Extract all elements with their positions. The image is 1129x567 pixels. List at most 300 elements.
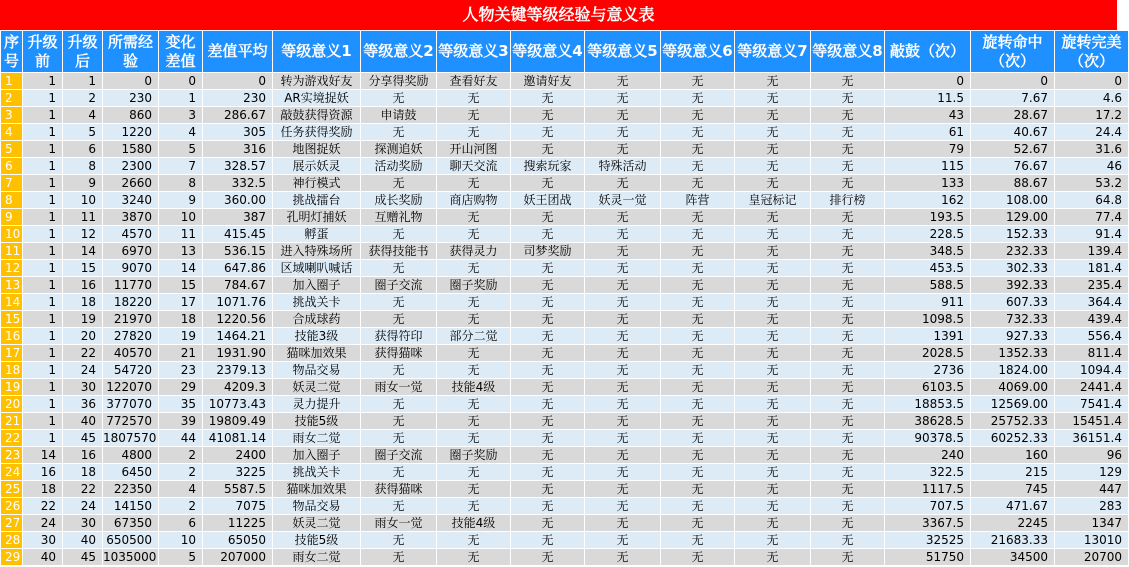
table-cell[interactable]: 无 [811,158,885,175]
table-cell[interactable]: 无 [661,158,735,175]
table-cell[interactable]: 36151.4 [1055,430,1129,447]
table-cell[interactable]: 无 [361,362,437,379]
table-cell[interactable]: 0 [885,73,971,90]
table-cell[interactable]: 无 [661,73,735,90]
row-number[interactable]: 5 [1,141,23,158]
table-cell[interactable]: 1 [23,311,63,328]
table-cell[interactable]: 无 [811,515,885,532]
table-cell[interactable]: 8 [159,175,203,192]
column-header[interactable]: 等级意义6 [661,31,735,73]
column-header[interactable]: 所需经验 [103,31,159,73]
row-number[interactable]: 29 [1,549,23,566]
row-number[interactable]: 8 [1,192,23,209]
table-cell[interactable]: 无 [585,73,661,90]
table-cell[interactable]: 20700 [1055,549,1129,566]
table-cell[interactable]: 无 [735,549,811,566]
table-cell[interactable]: 无 [585,311,661,328]
table-cell[interactable]: 挑战关卡 [273,294,361,311]
table-cell[interactable]: 24 [63,362,103,379]
table-cell[interactable]: 无 [811,396,885,413]
table-cell[interactable]: 无 [511,107,585,124]
table-cell[interactable]: 无 [511,90,585,107]
table-cell[interactable]: 无 [585,226,661,243]
table-cell[interactable]: 无 [511,141,585,158]
table-cell[interactable]: 15451.4 [1055,413,1129,430]
table-cell[interactable]: 无 [361,294,437,311]
row-number[interactable]: 22 [1,430,23,447]
table-cell[interactable]: 286.67 [203,107,273,124]
table-cell[interactable]: 阵营 [661,192,735,209]
table-cell[interactable]: 348.5 [885,243,971,260]
table-cell[interactable]: 无 [585,498,661,515]
table-cell[interactable]: 邀请好友 [511,73,585,90]
table-cell[interactable]: 无 [511,175,585,192]
table-cell[interactable]: 4069.00 [971,379,1055,396]
table-cell[interactable]: 分享得奖励 [361,73,437,90]
column-header[interactable]: 等级意义5 [585,31,661,73]
table-cell[interactable]: 162 [885,192,971,209]
table-cell[interactable]: 316 [203,141,273,158]
row-number[interactable]: 17 [1,345,23,362]
column-header[interactable]: 等级意义4 [511,31,585,73]
table-cell[interactable]: 无 [811,226,885,243]
table-cell[interactable]: 2 [159,464,203,481]
table-cell[interactable]: 无 [511,481,585,498]
table-cell[interactable]: 44 [159,430,203,447]
table-cell[interactable]: 无 [661,260,735,277]
table-cell[interactable]: 无 [511,328,585,345]
table-cell[interactable]: 16 [23,464,63,481]
table-cell[interactable]: 无 [661,413,735,430]
table-cell[interactable]: 4 [63,107,103,124]
table-cell[interactable]: 18853.5 [885,396,971,413]
table-cell[interactable]: 1 [23,396,63,413]
table-cell[interactable]: 2 [63,90,103,107]
table-cell[interactable]: 40.67 [971,124,1055,141]
table-cell[interactable]: 转为游戏好友 [273,73,361,90]
table-cell[interactable]: 7 [159,158,203,175]
table-cell[interactable]: 230 [103,90,159,107]
table-cell[interactable]: 911 [885,294,971,311]
table-cell[interactable]: 查看好友 [437,73,511,90]
table-cell[interactable]: 88.67 [971,175,1055,192]
table-cell[interactable]: 3 [159,107,203,124]
table-cell[interactable]: 无 [735,345,811,362]
table-cell[interactable]: 10 [63,192,103,209]
table-cell[interactable]: 1117.5 [885,481,971,498]
table-cell[interactable]: 无 [735,277,811,294]
table-cell[interactable]: 获得猫咪 [361,345,437,362]
table-cell[interactable]: 14 [159,260,203,277]
table-cell[interactable]: 536.15 [203,243,273,260]
table-cell[interactable]: 364.4 [1055,294,1129,311]
table-cell[interactable]: 6 [63,141,103,158]
table-cell[interactable]: 1 [23,430,63,447]
table-cell[interactable]: 240 [885,447,971,464]
table-cell[interactable]: 无 [361,260,437,277]
table-cell[interactable]: 猫咪加效果 [273,345,361,362]
table-cell[interactable]: 开山河图 [437,141,511,158]
table-cell[interactable]: 无 [661,209,735,226]
table-cell[interactable]: 无 [811,447,885,464]
table-cell[interactable]: 无 [811,532,885,549]
table-cell[interactable]: 11225 [203,515,273,532]
table-cell[interactable]: 3367.5 [885,515,971,532]
table-cell[interactable]: 283 [1055,498,1129,515]
table-cell[interactable]: 无 [511,464,585,481]
table-cell[interactable]: 无 [585,277,661,294]
table-cell[interactable]: 无 [661,430,735,447]
table-cell[interactable]: 13010 [1055,532,1129,549]
table-cell[interactable]: 1 [23,294,63,311]
table-cell[interactable]: 7075 [203,498,273,515]
table-cell[interactable]: 77.4 [1055,209,1129,226]
table-cell[interactable]: 司梦奖励 [511,243,585,260]
table-cell[interactable]: 96 [1055,447,1129,464]
table-cell[interactable]: 41081.14 [203,430,273,447]
table-cell[interactable]: 2 [159,447,203,464]
column-header[interactable]: 变化差值 [159,31,203,73]
table-cell[interactable]: 获得灵力 [437,243,511,260]
table-cell[interactable]: 18 [159,311,203,328]
table-cell[interactable]: 1 [23,90,63,107]
table-cell[interactable]: 1807570 [103,430,159,447]
table-cell[interactable]: 22 [63,481,103,498]
table-cell[interactable]: 7.67 [971,90,1055,107]
table-cell[interactable]: 无 [585,260,661,277]
table-cell[interactable]: 加入圈子 [273,277,361,294]
table-cell[interactable]: 无 [585,141,661,158]
table-cell[interactable]: 皇冠标记 [735,192,811,209]
table-cell[interactable]: 52.67 [971,141,1055,158]
table-cell[interactable]: 2028.5 [885,345,971,362]
table-cell[interactable]: 11.5 [885,90,971,107]
table-cell[interactable]: 305 [203,124,273,141]
table-cell[interactable]: 30 [63,379,103,396]
table-cell[interactable]: 地图捉妖 [273,141,361,158]
table-cell[interactable]: 物品交易 [273,362,361,379]
table-cell[interactable]: 129.00 [971,209,1055,226]
table-cell[interactable]: 申请鼓 [361,107,437,124]
table-cell[interactable]: 54720 [103,362,159,379]
table-cell[interactable]: 1931.90 [203,345,273,362]
table-cell[interactable]: 232.33 [971,243,1055,260]
column-header[interactable]: 序号 [1,31,23,73]
table-cell[interactable]: 2736 [885,362,971,379]
table-cell[interactable]: 9 [159,192,203,209]
table-cell[interactable]: 4.6 [1055,90,1129,107]
table-cell[interactable]: 1464.21 [203,328,273,345]
table-cell[interactable]: 9 [63,175,103,192]
table-cell[interactable]: 1 [23,413,63,430]
table-cell[interactable]: 30 [23,532,63,549]
table-cell[interactable]: 1220 [103,124,159,141]
table-cell[interactable]: 无 [811,277,885,294]
table-cell[interactable]: 无 [661,328,735,345]
table-cell[interactable]: 19 [63,311,103,328]
table-cell[interactable]: 无 [661,226,735,243]
row-number[interactable]: 28 [1,532,23,549]
column-header[interactable]: 等级意义7 [735,31,811,73]
table-cell[interactable]: 46 [1055,158,1129,175]
table-cell[interactable]: 无 [811,481,885,498]
table-cell[interactable]: 1 [23,209,63,226]
table-cell[interactable]: 无 [511,379,585,396]
table-cell[interactable]: 无 [585,396,661,413]
table-cell[interactable]: 43 [885,107,971,124]
table-cell[interactable]: 76.67 [971,158,1055,175]
table-cell[interactable]: 无 [437,345,511,362]
table-cell[interactable]: 无 [811,311,885,328]
table-cell[interactable]: 3225 [203,464,273,481]
table-cell[interactable]: 无 [661,379,735,396]
row-number[interactable]: 23 [1,447,23,464]
table-cell[interactable]: 合成球药 [273,311,361,328]
table-cell[interactable]: 无 [437,549,511,566]
table-cell[interactable]: 1098.5 [885,311,971,328]
table-cell[interactable]: 11 [159,226,203,243]
table-cell[interactable]: 展示妖灵 [273,158,361,175]
table-cell[interactable]: 1 [23,345,63,362]
table-cell[interactable]: 4 [159,481,203,498]
table-cell[interactable]: 无 [735,226,811,243]
table-cell[interactable]: 加入圈子 [273,447,361,464]
table-cell[interactable]: 无 [661,107,735,124]
table-cell[interactable]: 5 [63,124,103,141]
table-cell[interactable]: 79 [885,141,971,158]
row-number[interactable]: 6 [1,158,23,175]
table-cell[interactable]: 无 [811,362,885,379]
table-cell[interactable]: 无 [735,107,811,124]
table-cell[interactable]: 无 [735,141,811,158]
table-cell[interactable]: 妖王团战 [511,192,585,209]
table-cell[interactable]: 45 [63,549,103,566]
table-cell[interactable]: 无 [511,515,585,532]
table-cell[interactable]: 无 [735,260,811,277]
table-cell[interactable]: 51750 [885,549,971,566]
table-cell[interactable]: 猫咪加效果 [273,481,361,498]
table-cell[interactable]: 18220 [103,294,159,311]
table-cell[interactable]: 无 [735,243,811,260]
table-cell[interactable]: 无 [437,311,511,328]
table-cell[interactable]: 挑战关卡 [273,464,361,481]
table-cell[interactable]: 784.67 [203,277,273,294]
table-cell[interactable]: 无 [437,226,511,243]
table-cell[interactable]: 无 [585,107,661,124]
table-cell[interactable]: 6970 [103,243,159,260]
table-cell[interactable]: 无 [661,447,735,464]
table-cell[interactable]: 无 [437,294,511,311]
table-cell[interactable]: 无 [361,413,437,430]
table-cell[interactable]: 6103.5 [885,379,971,396]
table-cell[interactable]: 2245 [971,515,1055,532]
table-cell[interactable]: 无 [661,141,735,158]
table-cell[interactable]: 无 [511,209,585,226]
table-cell[interactable]: 无 [361,464,437,481]
table-cell[interactable]: 40570 [103,345,159,362]
column-header[interactable]: 旋转完美（次） [1055,31,1129,73]
row-number[interactable]: 10 [1,226,23,243]
table-cell[interactable]: 聊天交流 [437,158,511,175]
table-cell[interactable]: 无 [437,90,511,107]
table-cell[interactable]: 1 [23,124,63,141]
row-number[interactable]: 24 [1,464,23,481]
table-cell[interactable]: 21970 [103,311,159,328]
table-cell[interactable]: 互赠礼物 [361,209,437,226]
table-cell[interactable]: 16 [63,277,103,294]
table-cell[interactable]: 无 [437,107,511,124]
table-cell[interactable]: 28.67 [971,107,1055,124]
table-cell[interactable]: 1 [159,90,203,107]
column-header[interactable]: 升级前 [23,31,63,73]
table-cell[interactable]: 392.33 [971,277,1055,294]
row-number[interactable]: 15 [1,311,23,328]
table-cell[interactable]: 无 [811,260,885,277]
table-cell[interactable]: 无 [437,532,511,549]
table-cell[interactable]: 5 [159,141,203,158]
table-cell[interactable]: 无 [361,175,437,192]
table-cell[interactable]: 447 [1055,481,1129,498]
table-cell[interactable]: 无 [811,294,885,311]
table-cell[interactable]: 40 [63,413,103,430]
table-cell[interactable]: 23 [159,362,203,379]
table-cell[interactable]: 322.5 [885,464,971,481]
table-cell[interactable]: 无 [511,498,585,515]
row-number[interactable]: 16 [1,328,23,345]
table-cell[interactable]: 1 [23,277,63,294]
table-cell[interactable]: 无 [735,430,811,447]
table-cell[interactable]: 3240 [103,192,159,209]
table-cell[interactable]: 无 [511,294,585,311]
table-cell[interactable]: 4209.3 [203,379,273,396]
table-cell[interactable]: 64.8 [1055,192,1129,209]
table-cell[interactable]: 无 [811,413,885,430]
table-cell[interactable]: 无 [511,226,585,243]
table-cell[interactable]: 无 [437,124,511,141]
table-cell[interactable]: 15 [159,277,203,294]
table-cell[interactable]: 0 [203,73,273,90]
table-cell[interactable]: 无 [661,498,735,515]
table-cell[interactable]: 24.4 [1055,124,1129,141]
row-number[interactable]: 20 [1,396,23,413]
table-cell[interactable]: 部分二觉 [437,328,511,345]
table-cell[interactable]: 1 [63,73,103,90]
table-cell[interactable]: 无 [811,379,885,396]
table-cell[interactable]: 无 [661,345,735,362]
table-cell[interactable]: 27820 [103,328,159,345]
table-cell[interactable]: 91.4 [1055,226,1129,243]
table-cell[interactable]: 4 [159,124,203,141]
table-cell[interactable]: 无 [361,90,437,107]
table-cell[interactable]: 圈子奖励 [437,277,511,294]
table-cell[interactable]: 1 [23,243,63,260]
table-cell[interactable]: 6450 [103,464,159,481]
table-cell[interactable]: 无 [811,73,885,90]
row-number[interactable]: 7 [1,175,23,192]
table-cell[interactable]: 160 [971,447,1055,464]
table-cell[interactable]: 无 [437,464,511,481]
table-cell[interactable]: 雨女一觉 [361,379,437,396]
table-cell[interactable]: 12569.00 [971,396,1055,413]
table-cell[interactable]: 16 [63,447,103,464]
table-cell[interactable]: 无 [585,379,661,396]
table-cell[interactable]: 无 [511,311,585,328]
table-cell[interactable]: 439.4 [1055,311,1129,328]
table-cell[interactable]: 雨女二觉 [273,430,361,447]
table-cell[interactable]: 无 [585,175,661,192]
table-cell[interactable]: 无 [437,362,511,379]
table-cell[interactable]: 无 [661,515,735,532]
row-number[interactable]: 19 [1,379,23,396]
table-cell[interactable]: 技能5级 [273,532,361,549]
table-cell[interactable]: 4800 [103,447,159,464]
table-cell[interactable]: 228.5 [885,226,971,243]
table-cell[interactable]: 7541.4 [1055,396,1129,413]
table-cell[interactable]: 无 [735,124,811,141]
table-cell[interactable]: 无 [811,175,885,192]
table-cell[interactable]: 无 [437,413,511,430]
table-cell[interactable]: 15 [63,260,103,277]
table-cell[interactable]: 无 [735,175,811,192]
table-cell[interactable]: 无 [811,464,885,481]
table-cell[interactable]: 敲鼓获得资源 [273,107,361,124]
column-header[interactable]: 升级后 [63,31,103,73]
table-cell[interactable]: 129 [1055,464,1129,481]
table-cell[interactable]: 无 [661,294,735,311]
table-cell[interactable]: 1 [23,175,63,192]
table-cell[interactable]: 10773.43 [203,396,273,413]
table-cell[interactable]: 无 [511,124,585,141]
table-cell[interactable]: 927.33 [971,328,1055,345]
table-cell[interactable]: 732.33 [971,311,1055,328]
table-cell[interactable]: 灵力提升 [273,396,361,413]
table-cell[interactable]: 18 [63,294,103,311]
table-cell[interactable]: 无 [735,379,811,396]
row-number[interactable]: 1 [1,73,23,90]
table-cell[interactable]: 1352.33 [971,345,1055,362]
table-cell[interactable]: 11 [63,209,103,226]
table-cell[interactable]: 无 [585,243,661,260]
table-cell[interactable]: 328.57 [203,158,273,175]
table-cell[interactable]: 物品交易 [273,498,361,515]
table-cell[interactable]: 332.5 [203,175,273,192]
table-cell[interactable]: 65050 [203,532,273,549]
table-cell[interactable]: 雨女二觉 [273,549,361,566]
column-header[interactable]: 旋转命中（次） [971,31,1055,73]
table-cell[interactable]: 无 [585,481,661,498]
row-number[interactable]: 21 [1,413,23,430]
table-cell[interactable]: 无 [585,515,661,532]
table-cell[interactable]: 17 [159,294,203,311]
table-cell[interactable]: 19809.49 [203,413,273,430]
table-cell[interactable]: 2660 [103,175,159,192]
table-cell[interactable]: 415.45 [203,226,273,243]
table-cell[interactable]: 无 [735,447,811,464]
table-cell[interactable]: 成长奖励 [361,192,437,209]
table-cell[interactable]: 技能5级 [273,413,361,430]
table-cell[interactable]: 无 [735,481,811,498]
table-cell[interactable]: 302.33 [971,260,1055,277]
table-cell[interactable]: 无 [437,481,511,498]
table-cell[interactable]: 无 [661,90,735,107]
column-header[interactable]: 等级意义1 [273,31,361,73]
table-cell[interactable]: 377070 [103,396,159,413]
table-cell[interactable]: 无 [585,124,661,141]
table-cell[interactable]: 无 [585,549,661,566]
table-cell[interactable]: 25752.33 [971,413,1055,430]
table-cell[interactable]: 588.5 [885,277,971,294]
table-cell[interactable]: 无 [511,549,585,566]
